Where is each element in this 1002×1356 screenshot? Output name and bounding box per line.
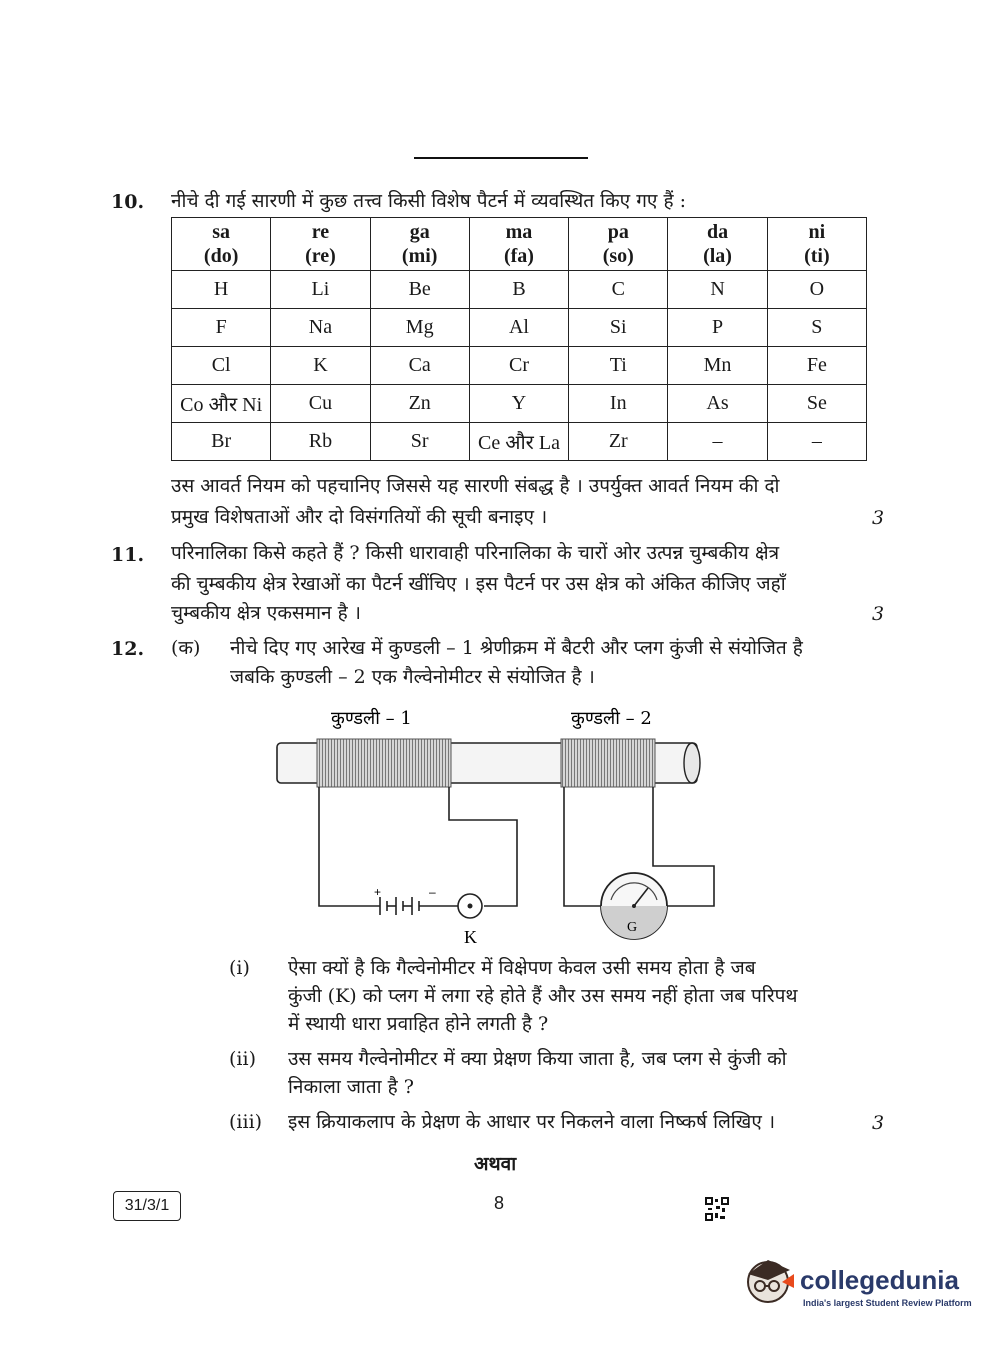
table-cell: Mn xyxy=(668,347,767,385)
brand-tagline: India's largest Student Review Platform xyxy=(803,1298,972,1308)
table-cell: Zn xyxy=(370,385,469,423)
q12-part-label: (क) xyxy=(171,637,201,659)
table-cell: As xyxy=(668,385,767,423)
sub-ii-line-1: उस समय गैल्वेनोमीटर में क्या प्रेक्षण किया जाता है, जब प्लग से कुंजी को xyxy=(288,1048,787,1070)
q10-text: नीचे दी गई सारणी में कुछ तत्त्व किसी विशेष पैटर्न में व्यवस्थित किए गए हैं : xyxy=(171,190,686,212)
q12-line-2: जबकि कुण्डली – 2 एक गैल्वेनोमीटर से संयोजित है । xyxy=(230,666,595,688)
or-separator: अथवा xyxy=(474,1153,517,1175)
table-header-cell: ga (mi) xyxy=(370,218,469,271)
coil-2 xyxy=(561,739,655,787)
sub-i-line-1: ऐसा क्यों है कि गैल्वेनोमीटर में विक्षेपण केवल उसी समय होता है जब xyxy=(288,957,756,979)
table-cell: F xyxy=(172,309,271,347)
table-header-cell: re (re) xyxy=(271,218,370,271)
galvanometer-label: G xyxy=(627,920,638,935)
tube-end-icon xyxy=(684,743,700,783)
plug-key-icon xyxy=(458,894,482,918)
table-cell: Fe xyxy=(767,347,866,385)
q11-line-2: की चुम्बकीय क्षेत्र रेखाओं का पैटर्न खींचिए । इस पैटर्न पर उस क्षेत्र को अंकित कीजिए जहाँ xyxy=(171,573,786,595)
sub-iii-line-1: इस क्रियाकलाप के प्रेक्षण के आधार पर निकलने वाला निष्कर्ष लिखिए । xyxy=(288,1111,776,1133)
table-cell: Sr xyxy=(370,423,469,461)
battery-icon xyxy=(380,897,458,915)
table-cell: Al xyxy=(469,309,568,347)
table-cell: Co और Ni xyxy=(172,385,271,423)
table-header-cell: ma (fa) xyxy=(469,218,568,271)
coil-2-label: कुण्डली – 2 xyxy=(571,708,652,729)
table-cell: Y xyxy=(469,385,568,423)
table-cell: K xyxy=(271,347,370,385)
q11-number: 11. xyxy=(111,544,145,566)
table-cell: O xyxy=(767,271,866,309)
table-cell: Br xyxy=(172,423,271,461)
table-header-cell: pa (so) xyxy=(569,218,668,271)
table-cell: S xyxy=(767,309,866,347)
table-cell: C xyxy=(569,271,668,309)
table-cell: Mg xyxy=(370,309,469,347)
table-cell: B xyxy=(469,271,568,309)
battery-plus: + xyxy=(374,885,382,899)
q11-line-1: परिनालिका किसे कहते हैं ? किसी धारावाही परिनालिका के चारों ओर उत्पन्न चुम्बकीय क्षेत्र xyxy=(171,542,780,564)
circuit-1-wire-right xyxy=(449,787,517,906)
q10-number: 10. xyxy=(111,191,145,213)
table-cell: – xyxy=(668,423,767,461)
battery-minus: – xyxy=(429,885,436,899)
coil-1-label: कुण्डली – 1 xyxy=(331,708,412,729)
q10-line-1: उस आवर्त नियम को पहचानिए जिससे यह सारणी संबद्ध है । उपर्युक्त आवर्त नियम की दो xyxy=(171,475,780,497)
table-cell: Se xyxy=(767,385,866,423)
table-cell: N xyxy=(668,271,767,309)
table-cell: Cr xyxy=(469,347,568,385)
table-header-cell: da (la) xyxy=(668,218,767,271)
table-cell: H xyxy=(172,271,271,309)
table-header-cell: ni (ti) xyxy=(767,218,866,271)
q12-marks: 3 xyxy=(872,1112,885,1134)
table-cell: In xyxy=(569,385,668,423)
circuit-2-wire-left xyxy=(564,787,604,906)
q10-marks: 3 xyxy=(872,507,885,529)
table-cell: Ca xyxy=(370,347,469,385)
table-cell: Ce और La xyxy=(469,423,568,461)
table-cell: Na xyxy=(271,309,370,347)
sub-ii-label: (ii) xyxy=(229,1048,256,1070)
coil-1 xyxy=(317,739,451,787)
paper-code: 31/3/1 xyxy=(113,1191,181,1221)
sub-ii-line-2: निकाला जाता है ? xyxy=(288,1076,414,1098)
table-cell: Si xyxy=(569,309,668,347)
table-cell: Li xyxy=(271,271,370,309)
q12-line-1: नीचे दिए गए आरेख में कुण्डली – 1 श्रेणीक्रम में बैटरी और प्लग कुंजी से संयोजित है xyxy=(230,637,803,659)
table-cell: Rb xyxy=(271,423,370,461)
brand-name: collegedunia xyxy=(800,1265,959,1295)
table-cell: Ti xyxy=(569,347,668,385)
key-label: K xyxy=(464,927,477,947)
q11-marks: 3 xyxy=(872,603,885,625)
sub-i-label: (i) xyxy=(229,957,250,979)
sub-i-line-2: कुंजी (K) को प्लग में लगा रहे होते हैं और उस समय नहीं होता जब परिपथ xyxy=(288,985,798,1007)
table-cell: Cl xyxy=(172,347,271,385)
circuit-1-wire-left xyxy=(319,787,380,906)
table-cell: – xyxy=(767,423,866,461)
q10-line-2: प्रमुख विशेषताओं और दो विसंगतियों की सूची बनाइए । xyxy=(171,506,548,528)
page-number: 8 xyxy=(494,1193,505,1213)
table-cell: Zr xyxy=(569,423,668,461)
q12-number: 12. xyxy=(111,638,145,660)
collegedunia-logo-icon xyxy=(738,1252,798,1308)
q11-line-3: चुम्बकीय क्षेत्र एकसमान है । xyxy=(171,602,361,624)
table-cell: Be xyxy=(370,271,469,309)
qr-code-icon xyxy=(705,1197,729,1221)
table-cell: P xyxy=(668,309,767,347)
table-header-cell: sa (do) xyxy=(172,218,271,271)
sub-i-line-3: में स्थायी धारा प्रवाहित होने लगती है ? xyxy=(288,1013,549,1035)
sub-iii-label: (iii) xyxy=(229,1111,263,1133)
table-cell: Cu xyxy=(271,385,370,423)
